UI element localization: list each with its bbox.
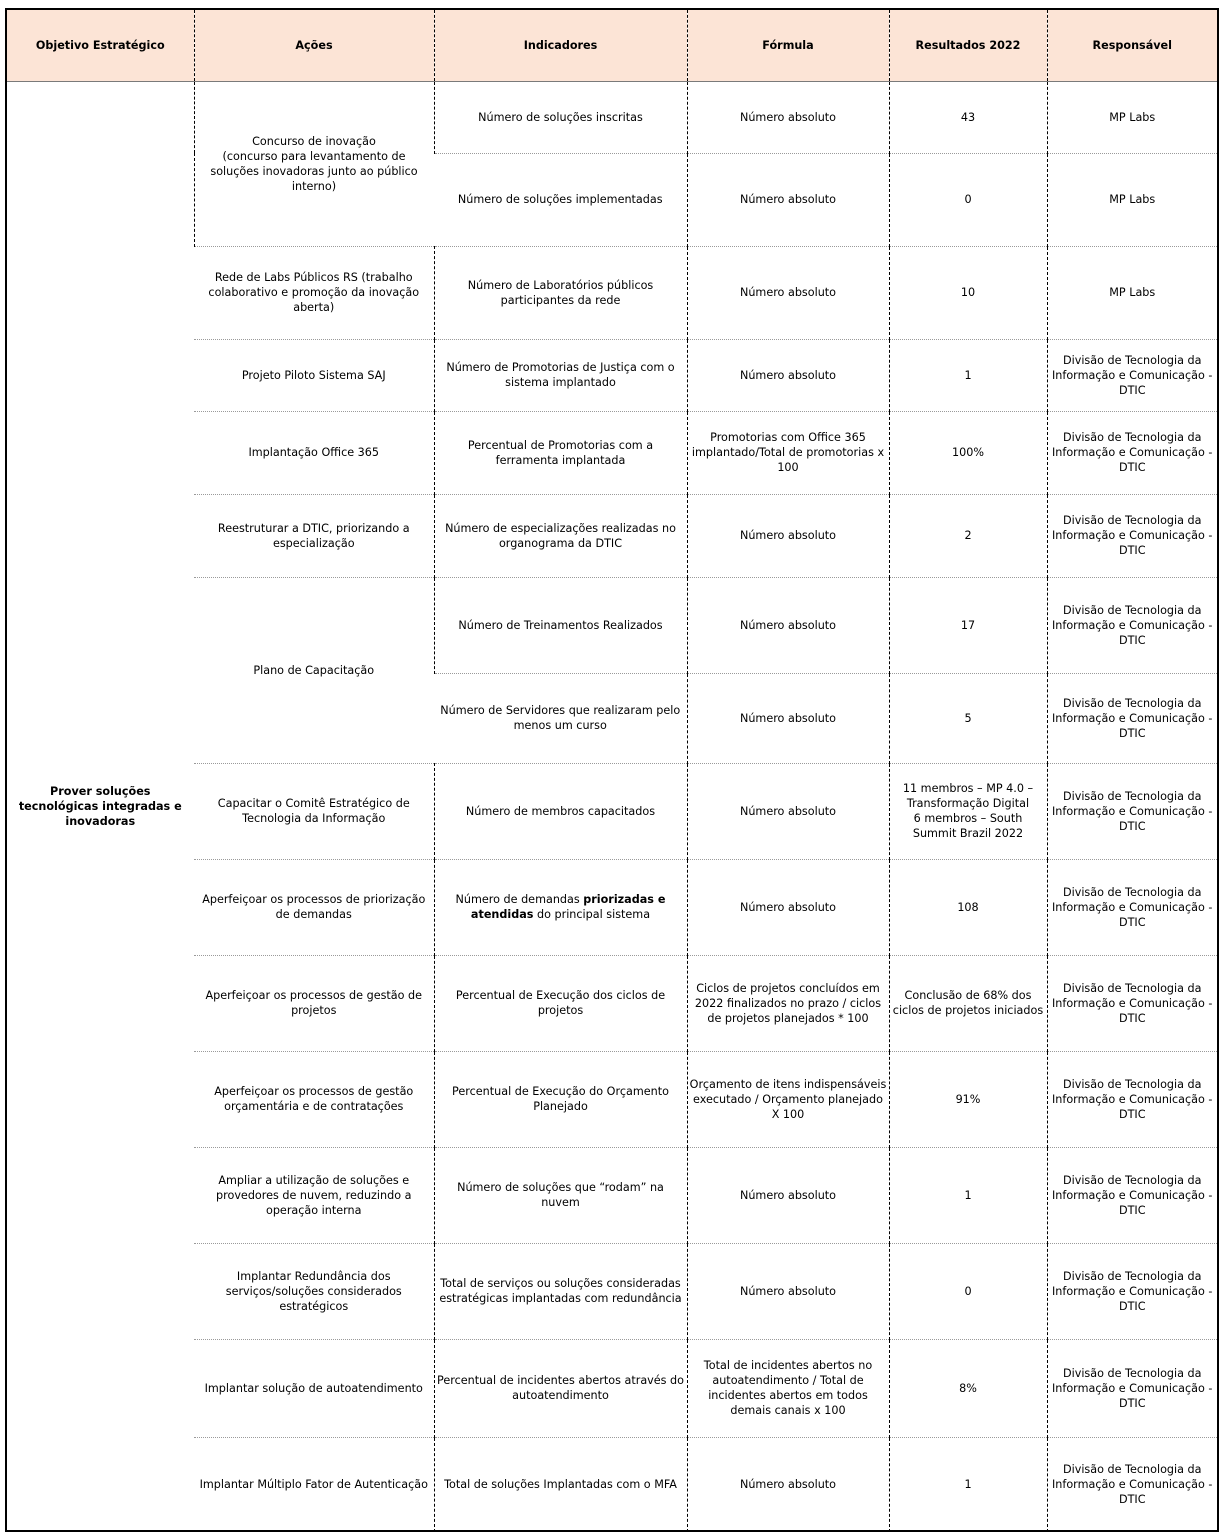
header-responsavel: Responsável xyxy=(1047,10,1217,81)
objective-cell: Prover soluções tecnológicas integradas e inovadoras xyxy=(18,785,182,829)
action-cell: Implantação Office 365 xyxy=(194,411,434,494)
formula-cell: Total de incidentes abertos no autoatendimento / Total de incidentes abertos em todos demais canais x 100 xyxy=(687,1339,889,1437)
formula-cell: Número absoluto xyxy=(687,246,889,339)
responsible-cell: Divisão de Tecnologia da Informação e Comunicação - DTIC xyxy=(1047,763,1217,859)
action-cell: Plano de Capacitação xyxy=(194,577,434,763)
responsible-cell: Divisão de Tecnologia da Informação e Comunicação - DTIC xyxy=(1047,673,1217,763)
formula-cell: Número absoluto xyxy=(687,494,889,577)
indicator-cell: Número de Laboratórios públicos participantes da rede xyxy=(434,246,687,339)
indicator-cell: Número de Treinamentos Realizados xyxy=(434,577,687,673)
formula-cell: Orçamento de itens indispensáveis executado / Orçamento planejado X 100 xyxy=(687,1051,889,1147)
formula-cell: Número absoluto xyxy=(687,1243,889,1339)
indicator-cell: Percentual de Execução dos ciclos de projetos xyxy=(434,955,687,1051)
formula-cell: Número absoluto xyxy=(687,859,889,955)
responsible-cell: MP Labs xyxy=(1047,246,1217,339)
responsible-cell: Divisão de Tecnologia da Informação e Comunicação - DTIC xyxy=(1047,339,1217,411)
header-row xyxy=(7,10,1217,81)
formula-cell: Número absoluto xyxy=(687,673,889,763)
result-cell: 10 xyxy=(889,246,1047,339)
action-cell: Implantar solução de autoatendimento xyxy=(194,1339,434,1437)
action-cell: Aperfeiçoar os processos de gestão de projetos xyxy=(194,955,434,1051)
indicator-cell: Número de Promotorias de Justiça com o sistema implantado xyxy=(434,339,687,411)
responsible-cell: Divisão de Tecnologia da Informação e Comunicação - DTIC xyxy=(1047,494,1217,577)
result-cell: 1 xyxy=(889,1437,1047,1532)
action-cell: Capacitar o Comitê Estratégico de Tecnologia da Informação xyxy=(194,763,434,859)
result-cell: 2 xyxy=(889,494,1047,577)
result-cell: 91% xyxy=(889,1051,1047,1147)
formula-cell: Número absoluto xyxy=(687,763,889,859)
formula-cell: Promotorias com Office 365 implantado/Total de promotorias x 100 xyxy=(687,411,889,494)
result-cell: 0 xyxy=(889,1243,1047,1339)
indicator-cell: Número de especializações realizadas no organograma da DTIC xyxy=(434,494,687,577)
formula-cell: Número absoluto xyxy=(687,1147,889,1243)
indicator-text: Número de demandas xyxy=(455,893,584,906)
indicator-cell: Número de soluções que “rodam” na nuvem xyxy=(434,1147,687,1243)
action-cell: Projeto Piloto Sistema SAJ xyxy=(194,339,434,411)
result-cell: 5 xyxy=(889,673,1047,763)
result-cell: 43 xyxy=(889,81,1047,153)
indicator-cell xyxy=(434,859,687,955)
formula-cell: Número absoluto xyxy=(687,81,889,153)
indicator-cell: Número de Servidores que realizaram pelo menos um curso xyxy=(434,673,687,763)
result-cell: 1 xyxy=(889,339,1047,411)
result-cell: 11 membros – MP 4.0 – Transformação Digital 6 membros – South Summit Brazil 2022 xyxy=(889,763,1047,859)
formula-cell: Número absoluto xyxy=(687,339,889,411)
responsible-cell: Divisão de Tecnologia da Informação e Comunicação - DTIC xyxy=(1047,1243,1217,1339)
table-row xyxy=(7,81,1217,153)
result-cell: 108 xyxy=(889,859,1047,955)
header-objetivo: Objetivo Estratégico xyxy=(7,10,194,81)
header-formula: Fórmula xyxy=(687,10,889,81)
result-cell: 8% xyxy=(889,1339,1047,1437)
formula-cell: Ciclos de projetos concluídos em 2022 finalizados no prazo / ciclos de projetos planejados * 100 xyxy=(687,955,889,1051)
responsible-cell: MP Labs xyxy=(1047,153,1217,246)
action-cell: Ampliar a utilização de soluções e provedores de nuvem, reduzindo a operação interna xyxy=(194,1147,434,1243)
header-acoes: Ações xyxy=(194,10,434,81)
indicator-text: do principal sistema xyxy=(533,908,651,921)
action-cell: Concurso de inovação (concurso para levantamento de soluções inovadoras junto ao público interno) xyxy=(194,81,434,246)
indicator-cell: Percentual de Execução do Orçamento Planejado xyxy=(434,1051,687,1147)
responsible-cell: Divisão de Tecnologia da Informação e Comunicação - DTIC xyxy=(1047,955,1217,1051)
formula-cell: Número absoluto xyxy=(687,1437,889,1532)
indicator-cell: Total de soluções Implantadas com o MFA xyxy=(434,1437,687,1532)
result-cell: 1 xyxy=(889,1147,1047,1243)
responsible-cell: MP Labs xyxy=(1047,81,1217,153)
responsible-cell: Divisão de Tecnologia da Informação e Comunicação - DTIC xyxy=(1047,1147,1217,1243)
responsible-cell: Divisão de Tecnologia da Informação e Comunicação - DTIC xyxy=(1047,1339,1217,1437)
responsible-cell: Divisão de Tecnologia da Informação e Comunicação - DTIC xyxy=(1047,859,1217,955)
responsible-cell: Divisão de Tecnologia da Informação e Comunicação - DTIC xyxy=(1047,1437,1217,1532)
indicator-cell: Total de serviços ou soluções consideradas estratégicas implantadas com redundância xyxy=(434,1243,687,1339)
indicator-cell: Percentual de incidentes abertos através do autoatendimento xyxy=(434,1339,687,1437)
indicator-cell: Número de soluções implementadas xyxy=(434,153,687,246)
action-cell: Implantar Redundância dos serviços/soluções considerados estratégicos xyxy=(194,1243,434,1339)
result-cell: Conclusão de 68% dos ciclos de projetos iniciados xyxy=(889,955,1047,1051)
formula-cell: Número absoluto xyxy=(687,153,889,246)
formula-cell: Número absoluto xyxy=(687,577,889,673)
responsible-cell: Divisão de Tecnologia da Informação e Comunicação - DTIC xyxy=(1047,1051,1217,1147)
action-cell: Reestruturar a DTIC, priorizando a especialização xyxy=(194,494,434,577)
indicator-cell: Número de membros capacitados xyxy=(434,763,687,859)
strategic-plan-table xyxy=(5,8,1219,1532)
indicator-emphasis: priorizadas e atendidas xyxy=(470,893,666,921)
result-cell: 17 xyxy=(889,577,1047,673)
action-cell: Implantar Múltiplo Fator de Autenticação xyxy=(194,1437,434,1532)
result-cell: 0 xyxy=(889,153,1047,246)
responsible-cell: Divisão de Tecnologia da Informação e Comunicação - DTIC xyxy=(1047,411,1217,494)
indicator-cell: Número de soluções inscritas xyxy=(434,81,687,153)
indicator-cell: Percentual de Promotorias com a ferramenta implantada xyxy=(434,411,687,494)
header-indicadores: Indicadores xyxy=(434,10,687,81)
action-cell: Rede de Labs Públicos RS (trabalho colaborativo e promoção da inovação aberta) xyxy=(194,246,434,339)
action-cell: Aperfeiçoar os processos de priorização de demandas xyxy=(194,859,434,955)
result-cell: 100% xyxy=(889,411,1047,494)
action-cell: Aperfeiçoar os processos de gestão orçamentária e de contratações xyxy=(194,1051,434,1147)
header-resultados: Resultados 2022 xyxy=(889,10,1047,81)
responsible-cell: Divisão de Tecnologia da Informação e Comunicação - DTIC xyxy=(1047,577,1217,673)
